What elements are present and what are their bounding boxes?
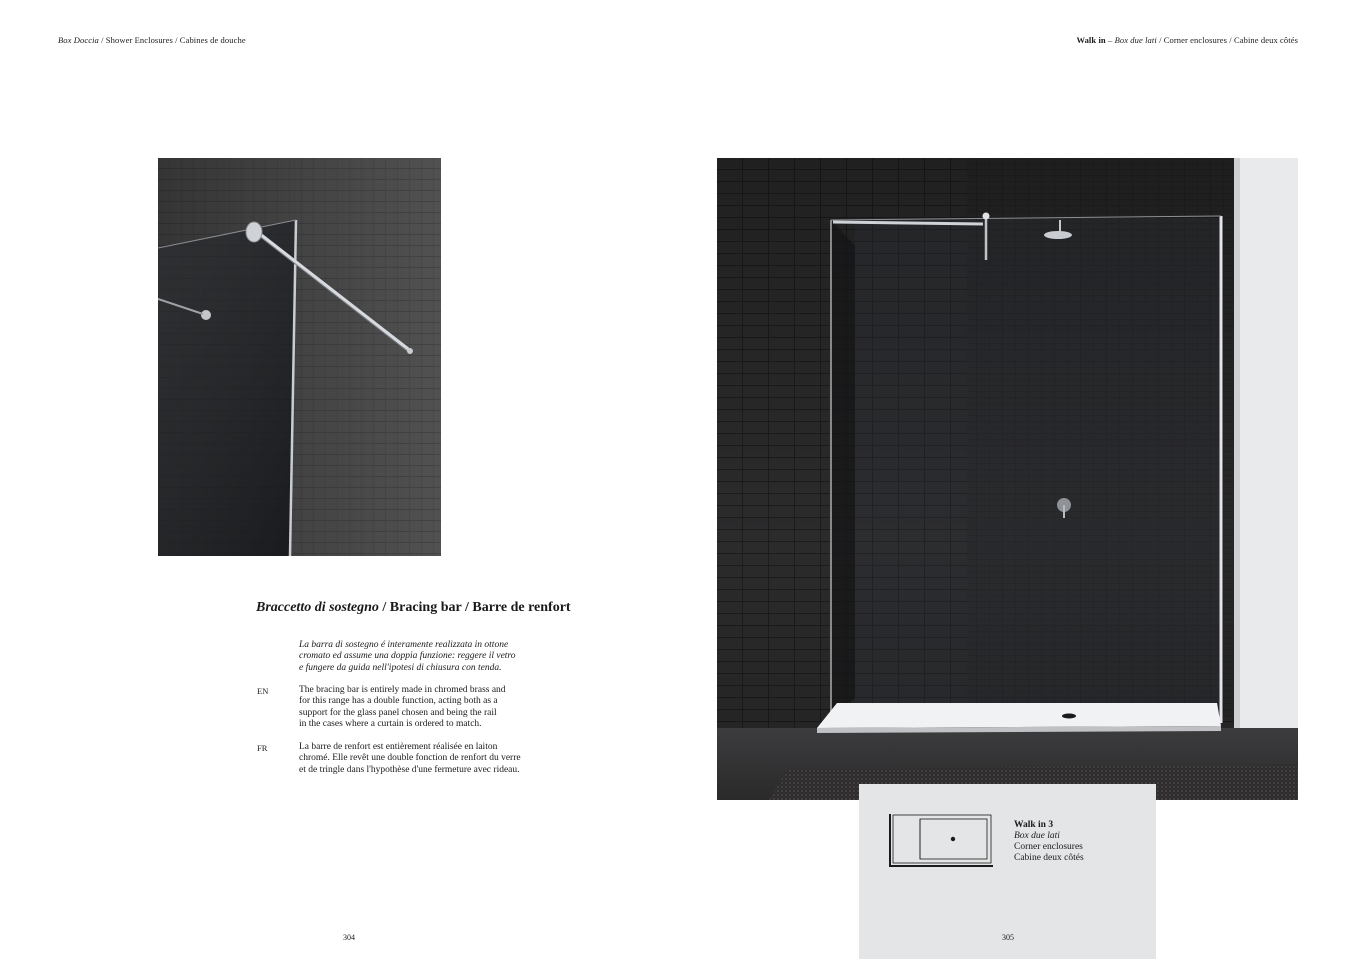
product-info-text <box>1014 820 1084 864</box>
floor-plan-diagram <box>889 814 995 868</box>
title-italian: Braccetto di sostegno <box>256 600 379 615</box>
running-header-right <box>1076 35 1298 45</box>
header-right-dash: – <box>1105 35 1115 45</box>
text-line: in the cases where a curtain is ordered to match. <box>299 718 482 729</box>
header-left-category: Box Doccia <box>58 35 99 45</box>
text-line: La barra di sostegno é interamente realizzata in ottone <box>299 640 509 650</box>
title-translations: / Bracing bar / Barre de renfort <box>378 600 571 615</box>
section-title <box>256 600 571 616</box>
header-right-translations: / Corner enclosures / Cabine deux côtés <box>1156 35 1298 45</box>
language-label-fr: FR <box>257 743 268 753</box>
page-number-left: 304 <box>343 933 355 942</box>
text-line: chromé. Elle revêt une double fonction de renfort du verre <box>299 753 521 764</box>
description-english <box>299 685 559 730</box>
description-italian <box>299 640 559 674</box>
text-line: The bracing bar is entirely made in chromed brass and <box>299 685 506 695</box>
text-line: for this range has a double function, acting both as a <box>299 696 498 707</box>
walk-in-shower-photo <box>717 158 1298 800</box>
running-header-left <box>58 35 246 45</box>
product-english: Corner enclosures <box>1014 842 1083 852</box>
text-line: La barre de renfort est entièrement réalisée en laiton <box>299 742 498 752</box>
product-french: Cabine deux côtés <box>1014 853 1084 863</box>
header-right-italian: Box due lati <box>1114 35 1157 45</box>
product-italian: Box due lati <box>1014 831 1060 841</box>
bracing-bar-detail-photo <box>158 158 441 556</box>
text-line: et de tringle dans l'hypothèse d'une fermeture avec rideau. <box>299 764 520 775</box>
header-right-product: Walk in <box>1076 35 1106 45</box>
description-french <box>299 742 559 776</box>
language-label-en: EN <box>257 686 269 696</box>
text-line: support for the glass panel chosen and being the rail <box>299 707 497 718</box>
text-line: e fungere da guida nell'ipotesi di chiusura con tenda. <box>299 662 502 673</box>
text-line: cromato ed assume una doppia funzione: reggere il vetro <box>299 651 516 662</box>
product-name: Walk in 3 <box>1014 820 1054 830</box>
page-number-right: 305 <box>1002 933 1014 942</box>
header-left-translations: / Shower Enclosures / Cabines de douche <box>98 35 246 45</box>
